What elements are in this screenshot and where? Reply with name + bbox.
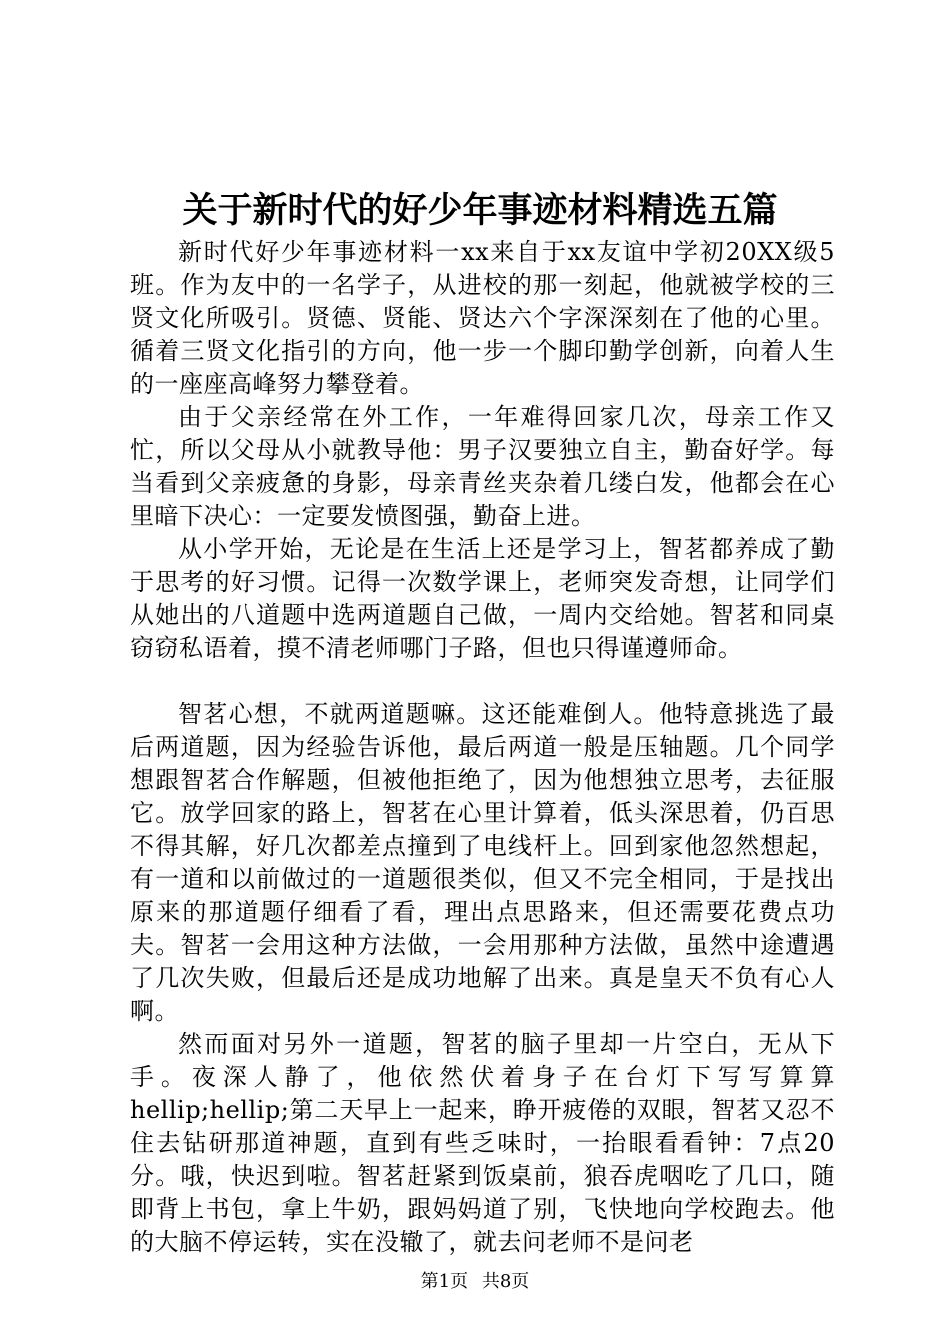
paragraph-5: 然而面对另外一道题，智茗的脑子里却一片空白，无从下手。夜深人静了，他依然伏着身子在台灯下写写算算hellip;hellip;第二天早上一起来，睁开疲倦的双眼，智茗又忍不住去钻研那道神题，直到有些乏味时，一抬眼看看钟：7点20分。哦，快迟到啦。智茗赶紧到饭桌前，狼吞虎咽吃了几口，随即背上书包，拿上牛奶，跟妈妈道了别，飞快地向学校跑去。他的大脑不停运转，实在没辙了，就去问老师不是问老 <box>130 1030 835 1256</box>
document-body <box>130 236 835 1259</box>
document-title: 关于新时代的好少年事迹材料精选五篇 <box>182 190 778 231</box>
paragraph-2: 由于父亲经常在外工作，一年难得回家几次，母亲工作又忙，所以父母从小就教导他：男子汉要独立自主，勤奋好学。每当看到父亲疲惫的身影，母亲青丝夹杂着几缕白发，他都会在心里暗下决心：一定要发愤图强，勤奋上进。 <box>130 403 835 530</box>
page-number: 第1页 <box>420 1271 469 1292</box>
page-footer <box>0 1270 950 1294</box>
page-total: 共8页 <box>481 1271 530 1292</box>
paragraph-1: 新时代好少年事迹材料一xx来自于xx友谊中学初20XX级5班。作为友中的一名学子，从进校的那一刻起，他就被学校的三贤文化所吸引。贤德、贤能、贤达六个字深深刻在了他的心里。循着三贤文化指引的方向，他一步一个脚印勤学创新，向着人生的一座座高峰努力攀登着。 <box>130 238 835 398</box>
paragraph-3: 从小学开始，无论是在生活上还是学习上，智茗都养成了勤于思考的好习惯。记得一次数学课上，老师突发奇想，让同学们从她出的八道题中选两道题自己做，一周内交给她。智茗和同桌窃窃私语着，摸不清老师哪门子路，但也只得谨遵师命。 <box>130 535 835 662</box>
paragraph-4: 智茗心想，不就两道题嘛。这还能难倒人。他特意挑选了最后两道题，因为经验告诉他，最后两道一般是压轴题。几个同学想跟智茗合作解题，但被他拒绝了，因为他想独立思考，去征服它。放学回家的路上，智茗在心里计算着，低头深思着，仍百思不得其解，好几次都差点撞到了电线杆上。回到家他忽然想起，有一道和以前做过的一道题很类似，但又不完全相同，于是找出原来的那道题仔细看了看，理出点思路来，但还需要花费点功夫。智茗一会用这种方法做，一会用那种方法做，虽然中途遭遇了几次失败，但最后还是成功地解了出来。真是皇天不负有心人啊。 <box>130 700 835 1025</box>
